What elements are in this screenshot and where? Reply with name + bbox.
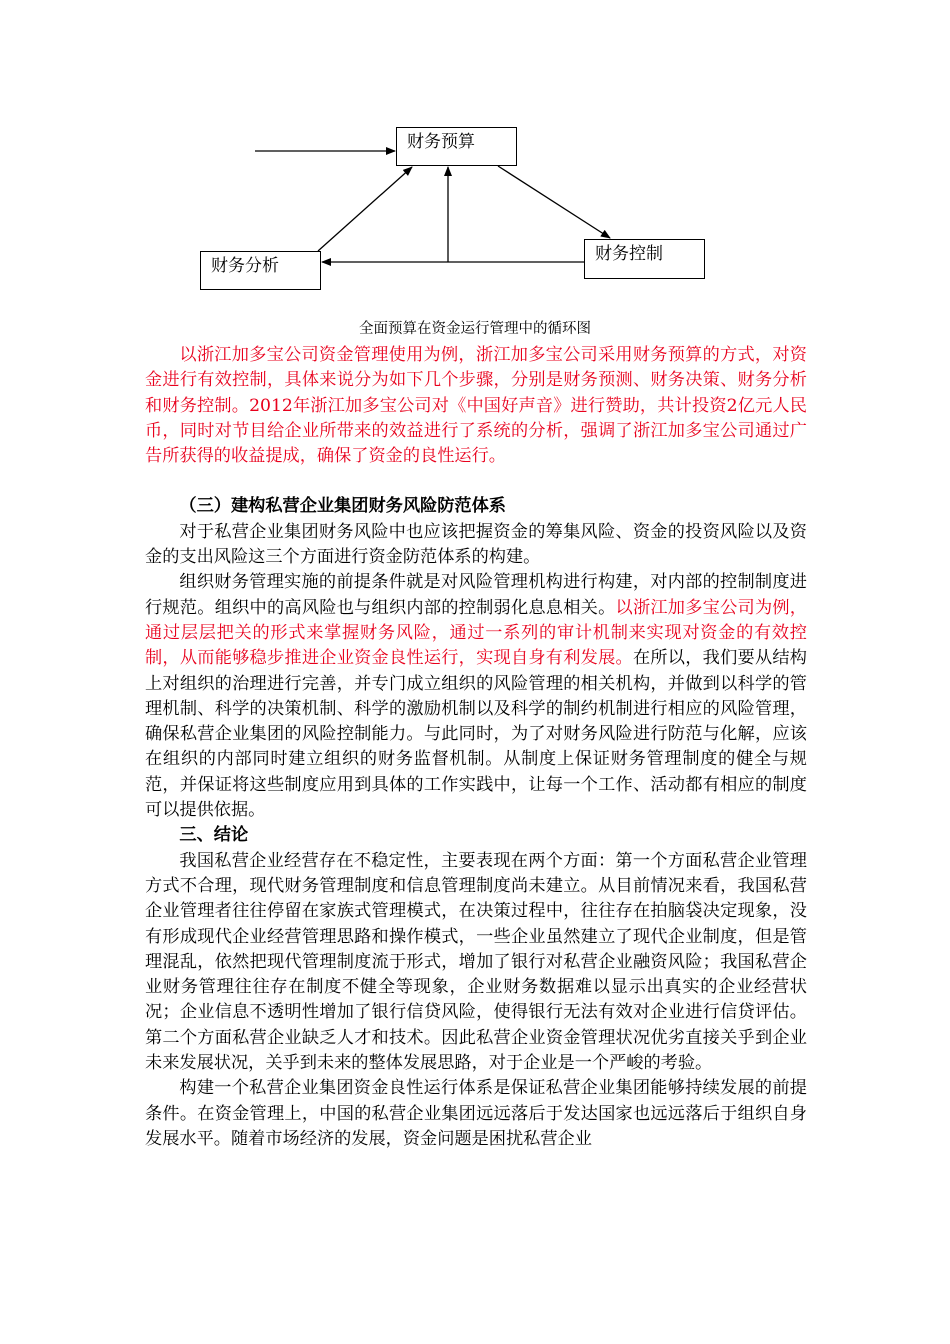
budget-node: 财务预算 bbox=[396, 127, 517, 166]
paragraph-risk-organization bbox=[145, 570, 807, 823]
analysis-node: 财务分析 bbox=[200, 251, 321, 290]
diagram-caption: 全面预算在资金运行管理中的循环图 bbox=[359, 321, 591, 337]
paragraph-risk-dimensions: 对于私营企业集团财务风险中也应该把握资金的筹集风险、资金的投资风险以及资金的支出风险这三个方面进行资金防范体系的构建。 bbox=[145, 521, 807, 568]
control-node: 财务控制 bbox=[584, 239, 705, 279]
cycle-diagram bbox=[0, 0, 950, 340]
analysis-to-budget-arrow bbox=[318, 167, 412, 251]
paragraph-risk-organization-part2: 在所以，我们要从结构上对组织的治理进行完善，并专门成立组织的风险管理的相关机构，并做到以科学的管理机制、科学的决策机制、科学的激励机制以及科学的制约机制进行相应的风险管理，确保私营企业集团的风险控制能力。与此同时，为了对财务风险进行防范与化解，应该在组织的内部同时建立组织的财务监督机制。从制度上保证财务管理制度的健全与规范，并保证将这些制度应用到具体的工作实践中，让每一个工作、活动都有相应的制度可以提供依据。 bbox=[145, 648, 807, 821]
budget-to-control-arrow bbox=[498, 166, 610, 238]
blank-line bbox=[145, 469, 807, 494]
diagram-arrows bbox=[0, 0, 950, 340]
document-body bbox=[145, 343, 807, 1152]
paragraph-conclusion-instability: 我国私营企业经营存在不稳定性，主要表现在两个方面：第一个方面私营企业管理方式不合理，现代财务管理制度和信息管理制度尚未建立。从目前情况来看，我国私营企业管理者往往停留在家族式管理模式，在决策过程中，往往存在拍脑袋决定现象，没有形成现代企业经营管理思路和操作模式，一些企业虽然建立了现代企业制度，但是管理混乱，依然把现代管理制度流于形式，增加了银行对私营企业融资风险；我国私营企业财务管理往往存在制度不健全等现象，企业财务数据难以显示出真实的企业经营状况；企业信息不透明性增加了银行信贷风险，使得银行无法有效对企业进行信贷评估。第二个方面私营企业缺乏人才和技术。因此私营企业资金管理状况优劣直接关乎到企业未来发展状况，关乎到未来的整体发展思路，对于企业是一个严峻的考验。 bbox=[145, 850, 807, 1074]
section-heading-risk-system: （三）建构私营企业集团财务风险防范体系 bbox=[179, 496, 506, 517]
paragraph-risk-organization-part1: 组织财务管理实施的前提条件就是对风险管理机构进行构建，对内部的控制制度进行规范。组织中的高风险也与组织内部的控制弱化息息相关。 bbox=[145, 572, 807, 618]
section-heading-conclusion: 三、结论 bbox=[179, 825, 249, 846]
paragraph-risk-organization-example: 以浙江加多宝公司为例，通过层层把关的形式来掌握财务风险，通过一系列的审计机制来实现对资金的有效控制，从而能够稳步推进企业资金良性运行，实现自身有利发展。 bbox=[145, 597, 807, 669]
paragraph-jiaduobao-example: 以浙江加多宝公司资金管理使用为例，浙江加多宝公司采用财务预算的方式，对资金进行有效控制，具体来说分为如下几个步骤，分别是财务预测、财务决策、财务分析和财务控制。2012年浙江加多宝公司对《中国好声音》进行赞助，共计投资2亿元人民币，同时对节目给企业所带来的效益进行了系统的分析，强调了浙江加多宝公司通过广告所获得的收益提成，确保了资金的良性运行。 bbox=[145, 345, 807, 467]
paragraph-conclusion-capital-system: 构建一个私营企业集团资金良性运行体系是保证私营企业集团能够持续发展的前提条件。在资金管理上，中国的私营企业集团远远落后于发达国家也远远落后于组织自身发展水平。随着市场经济的发展，资金问题是困扰私营企业 bbox=[145, 1078, 807, 1149]
